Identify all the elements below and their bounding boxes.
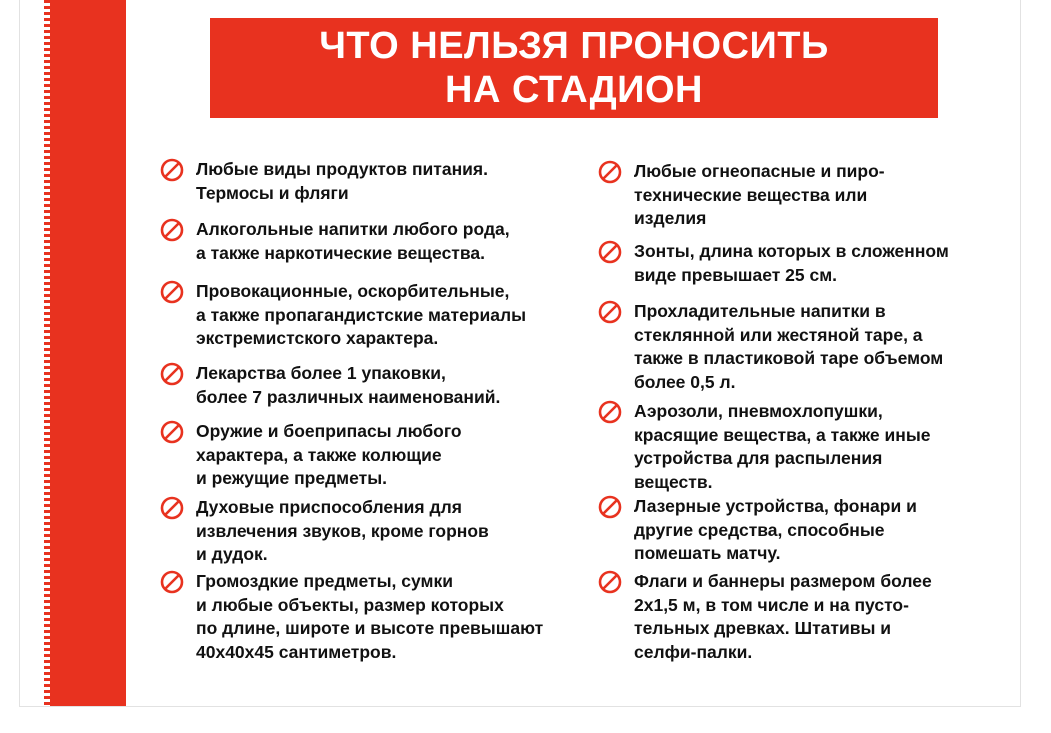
list-item	[160, 218, 510, 265]
no-entry-icon	[160, 570, 184, 594]
item-text: Духовые приспособления для извлечения звуков, кроме горнов и дудок.	[196, 497, 489, 564]
list-item	[160, 420, 462, 491]
title-line-2: НА СТАДИОН	[445, 69, 703, 111]
list-item	[598, 400, 931, 494]
item-text: Алкогольные напитки любого рода, а также наркотические вещества.	[196, 219, 510, 263]
list-item	[598, 570, 932, 664]
no-entry-icon	[160, 280, 184, 304]
item-text: Флаги и баннеры размером более 2x1,5 м, в том числе и на пусто- тельных древках. Штативы и селфи-палки.	[634, 571, 932, 662]
item-text: Лекарства более 1 упаковки, более 7 различных наименований.	[196, 363, 501, 407]
list-item	[598, 495, 917, 566]
list-item	[160, 158, 488, 205]
no-entry-icon	[160, 218, 184, 242]
item-text: Прохладительные напитки в стеклянной или жестяной таре, а также в пластиковой таре объемом более 0,5 л.	[634, 301, 944, 392]
no-entry-icon	[598, 570, 622, 594]
list-item	[160, 362, 500, 409]
no-entry-icon	[160, 496, 184, 520]
list-item	[598, 160, 885, 231]
no-entry-icon	[160, 158, 184, 182]
no-entry-icon	[598, 400, 622, 424]
item-text: Провокационные, оскорбительные, а также пропагандистские материалы экстремистского характера.	[196, 281, 527, 348]
list-item	[160, 570, 543, 664]
no-entry-icon	[598, 300, 622, 324]
list-item	[160, 280, 526, 351]
no-entry-icon	[160, 362, 184, 386]
item-text: Оружие и боеприпасы любого характера, а также колющие и режущие предметы.	[196, 421, 462, 488]
red-stripe	[50, 0, 126, 706]
list-item	[160, 496, 489, 567]
title-line-1: ЧТО НЕЛЬЗЯ ПРОНОСИТЬ	[319, 25, 829, 67]
item-text: Любые огнеопасные и пиро- технические вещества или изделия	[634, 161, 885, 228]
item-text: Аэрозоли, пневмохлопушки, красящие вещества, а также иные устройства для распыления веществ.	[634, 401, 931, 492]
no-entry-icon	[598, 240, 622, 264]
item-text: Зонты, длина которых в сложенном виде превышает 25 см.	[634, 241, 949, 285]
item-text: Лазерные устройства, фонари и другие средства, способные помешать матчу.	[634, 496, 917, 563]
list-item	[598, 300, 943, 394]
no-entry-icon	[160, 420, 184, 444]
no-entry-icon	[598, 495, 622, 519]
list-item	[598, 240, 949, 287]
title-banner	[210, 18, 938, 118]
item-text: Громоздкие предметы, сумки и любые объекты, размер которых по длине, широте и высоте превышают 40x40x45 сантиметров.	[196, 571, 544, 662]
no-entry-icon	[598, 160, 622, 184]
item-text: Любые виды продуктов питания. Термосы и фляги	[196, 159, 488, 203]
